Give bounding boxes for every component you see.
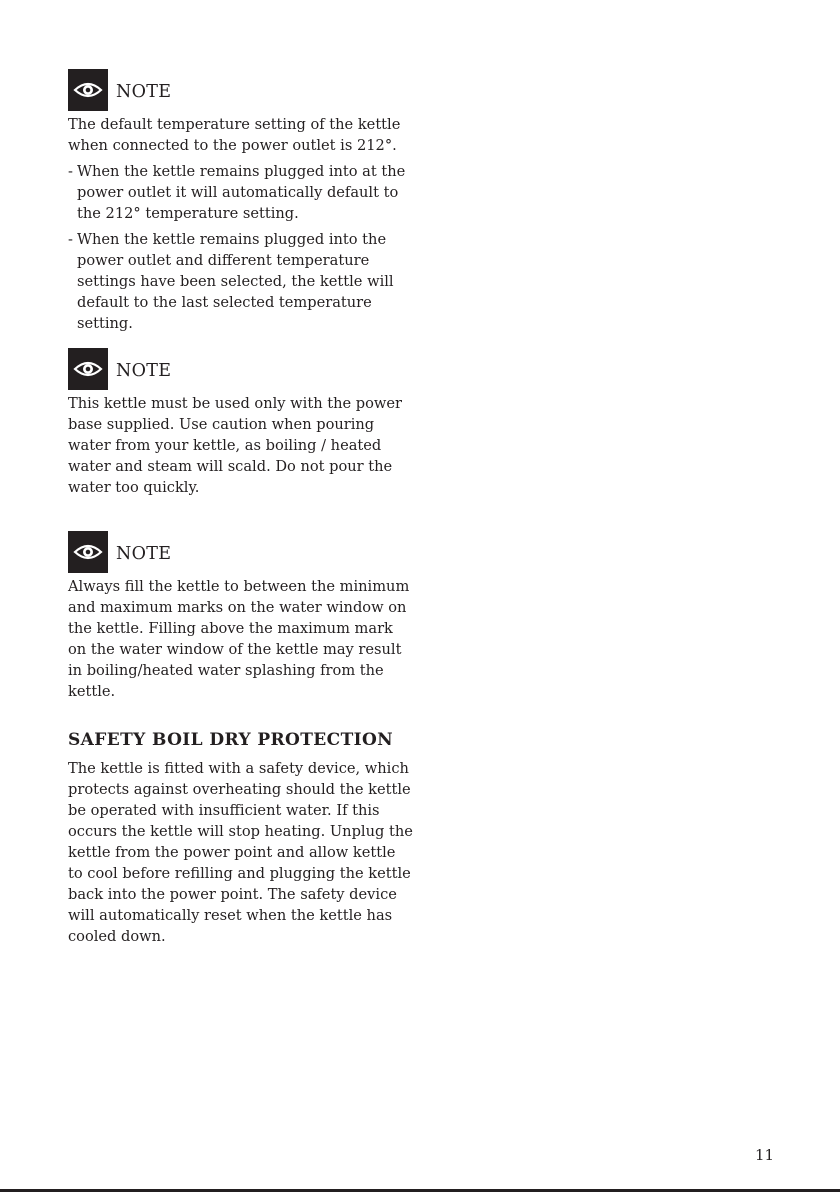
note-block-fill-level <box>68 531 413 702</box>
section-text: The kettle is fitted with a safety device, which protects against overheating should the kettle be operated with insufficient water. If this occurs the kettle will stop heating. Unplug the kettle from the power point and allow kettle to cool before refilling and plugging the kettle back into the power point. The safety device will automatically reset when the kettle has cooled down. <box>68 760 413 945</box>
safety-boil-dry-section <box>68 730 413 947</box>
list-item: - When the kettle remains plugged into the power outlet and different temperature settings have been selected, the kettle will default to the last selected temperature setting. <box>68 229 413 334</box>
note-title: NOTE <box>116 82 172 102</box>
note-title: NOTE <box>116 361 172 381</box>
note-header <box>68 348 413 390</box>
page-number: 11 <box>755 1146 775 1164</box>
section-heading: SAFETY BOIL DRY PROTECTION <box>68 730 394 750</box>
eye-icon <box>68 531 108 573</box>
eye-icon <box>68 348 108 390</box>
note-text: The default temperature setting of the kettle when connected to the power outlet is 212°. <box>68 116 401 154</box>
note-text: Always fill the kettle to between the minimum and maximum marks on the water window on the kettle. Filling above the maximum mark on the water window of the kettle may result in boiling/heated water splashing from the kettle. <box>68 578 410 700</box>
note-block-power-base <box>68 348 413 498</box>
note-text: This kettle must be used only with the power base supplied. Use caution when pouring water from your kettle, as boiling / heated water and steam will scald. Do not pour the water too quickly. <box>68 395 403 496</box>
note-title: NOTE <box>116 544 172 564</box>
note-list <box>68 161 413 334</box>
list-item: - When the kettle remains plugged into at the power outlet it will automatically default to the 212° temperature setting. <box>68 161 413 224</box>
note-header <box>68 531 413 573</box>
note-block-default-temperature <box>68 69 413 334</box>
note-header <box>68 69 413 111</box>
content-column <box>68 69 413 947</box>
eye-icon <box>68 69 108 111</box>
